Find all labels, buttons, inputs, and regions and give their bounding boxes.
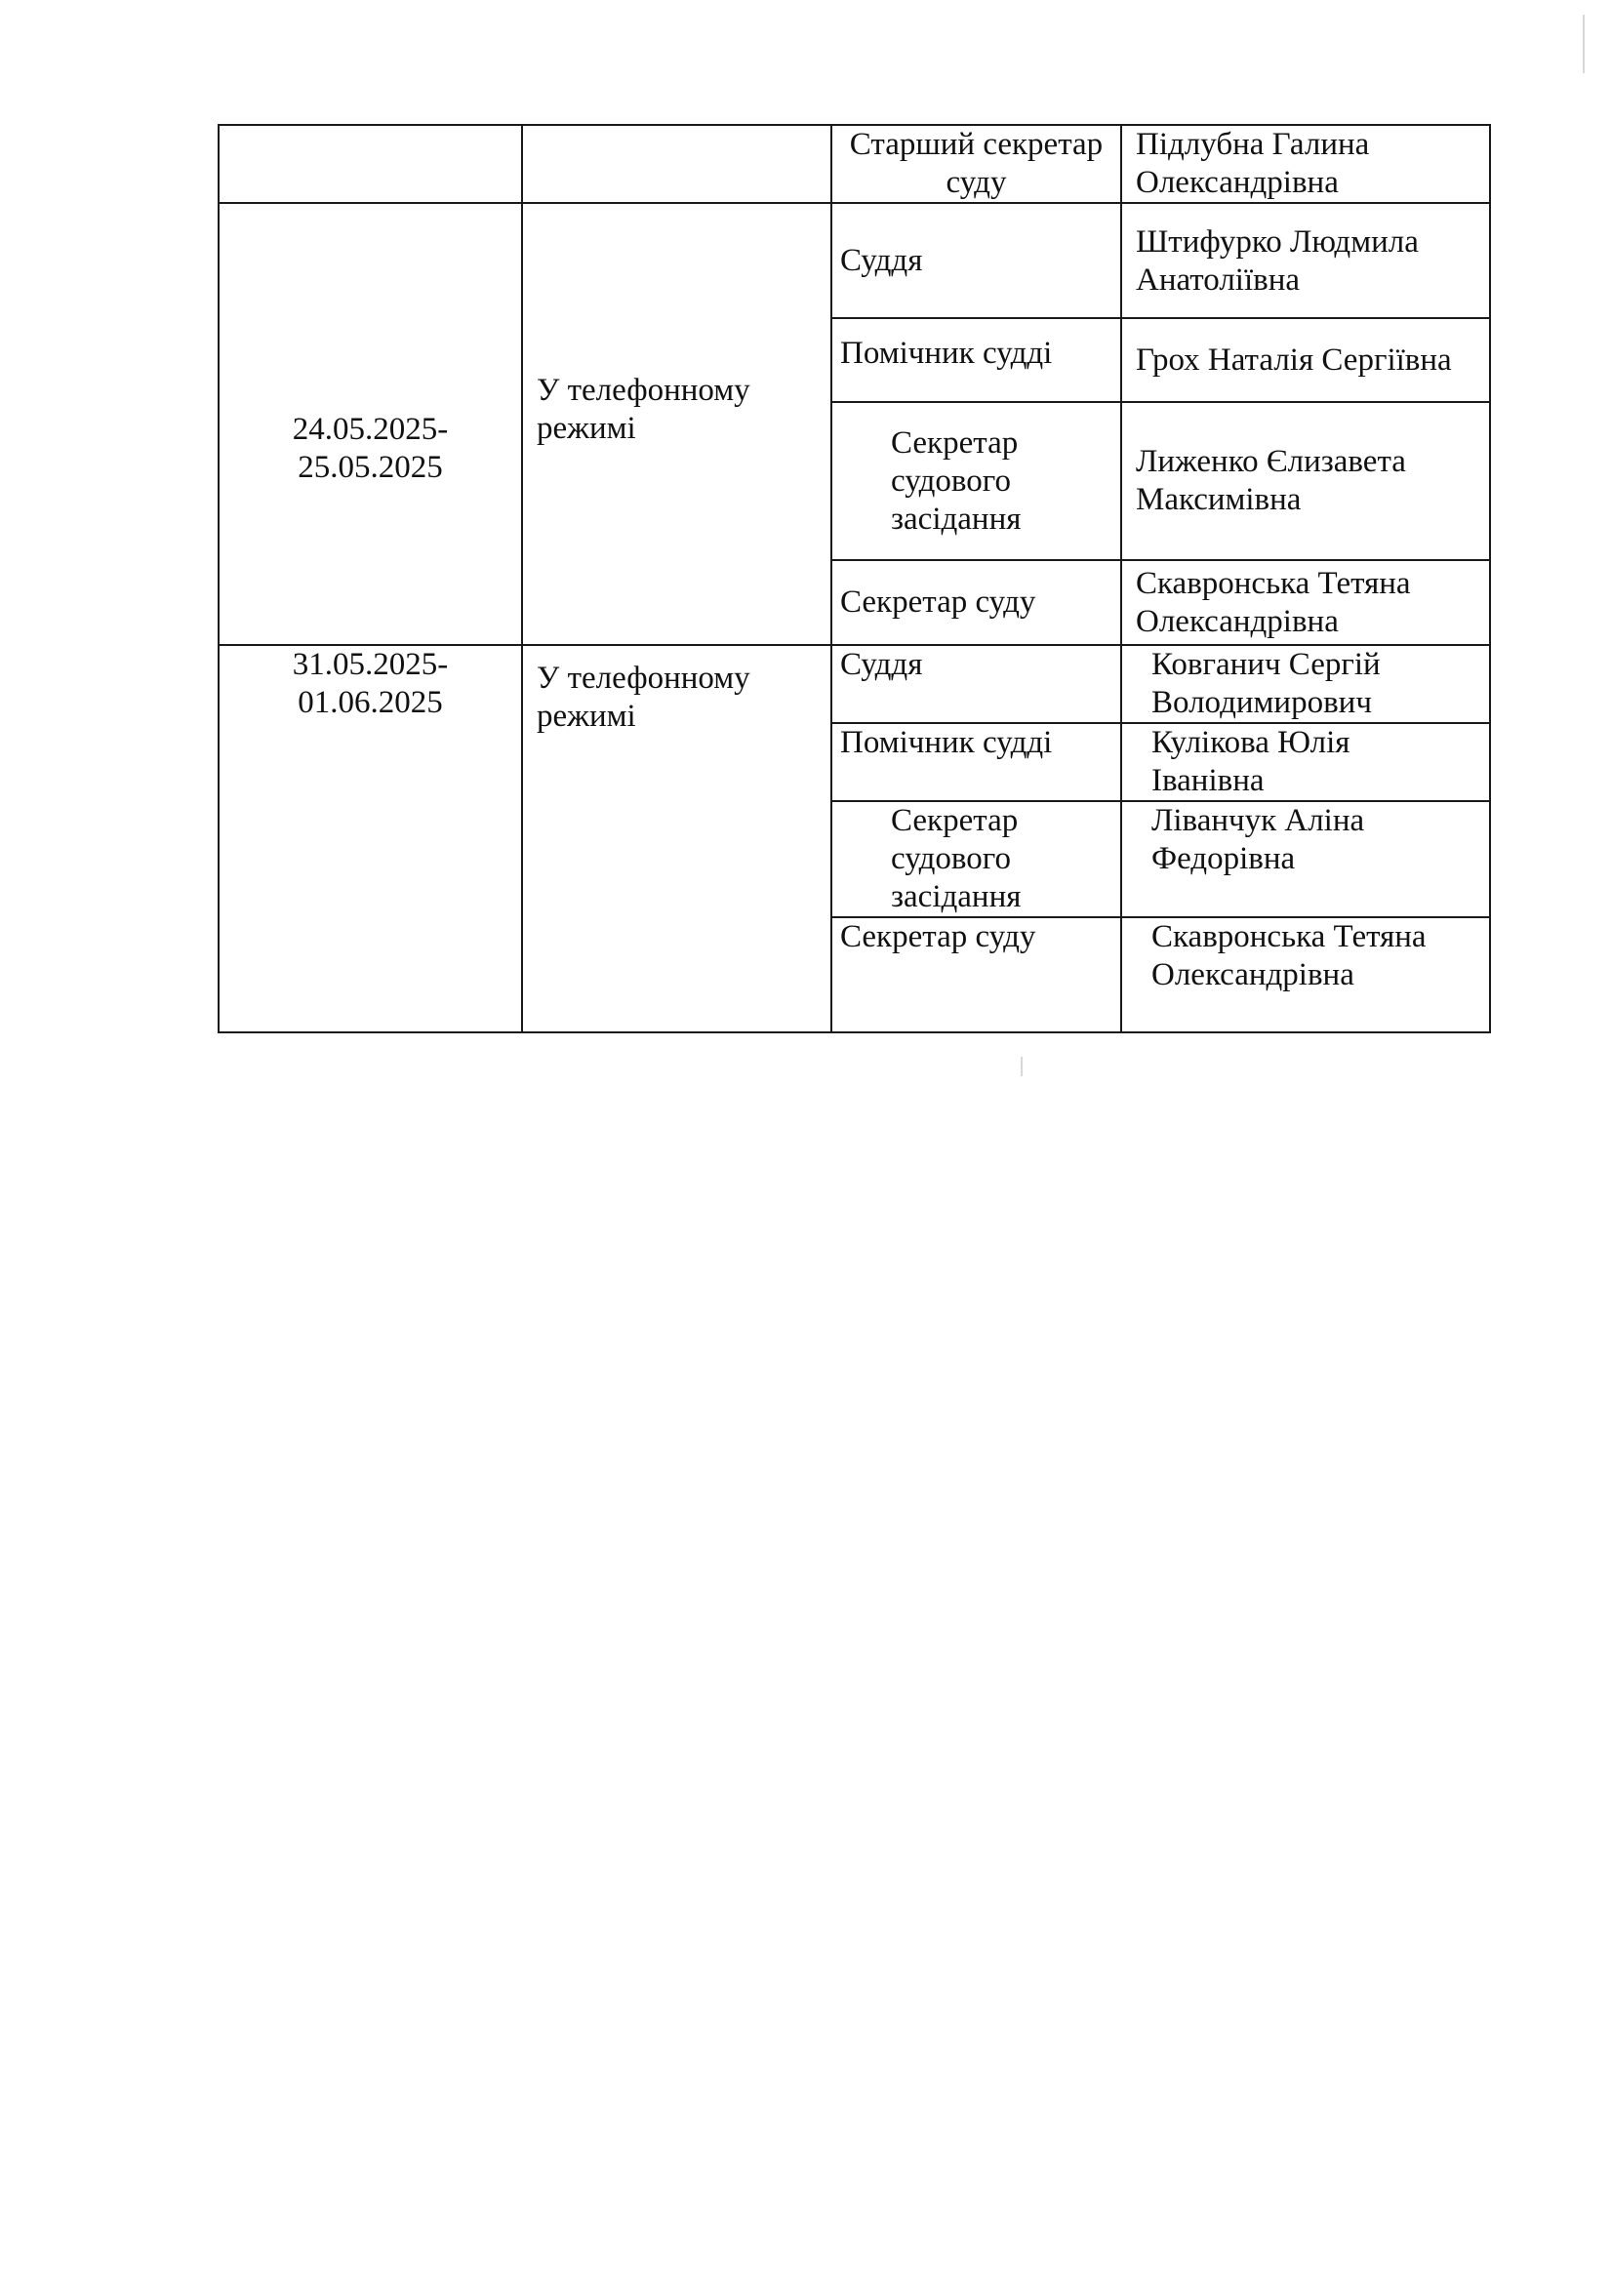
name-text: Ковганич Сергій Володимирович <box>1151 647 1381 720</box>
role-text: Суддя <box>840 242 923 278</box>
role-text: Секретар судового засідання <box>891 424 1022 537</box>
date-cell <box>219 203 522 645</box>
date-cell <box>219 125 522 203</box>
mode-cell <box>522 203 831 645</box>
name-text: Лиженко Єлизавета Максимівна <box>1136 444 1406 517</box>
name-cell <box>1121 645 1490 723</box>
name-cell <box>1121 402 1490 560</box>
role-cell <box>831 645 1121 723</box>
role-cell <box>831 318 1121 402</box>
name-cell <box>1121 125 1490 203</box>
name-cell <box>1121 203 1490 318</box>
role-text: Помічник судді <box>840 725 1053 760</box>
date-start: 31.05.2025- <box>292 647 449 682</box>
mode-text: У телефонному режимі <box>537 372 750 446</box>
duty-schedule-table <box>218 124 1491 1033</box>
role-text: Помічник судді <box>840 336 1053 371</box>
role-text: Секретар судового засідання <box>891 803 1022 914</box>
name-text: Грох Наталія Сергіївна <box>1136 342 1452 378</box>
mode-text: У телефонному режимі <box>537 661 750 734</box>
name-cell <box>1121 801 1490 917</box>
table-row <box>219 645 1490 723</box>
name-text: Скавронська Тетяна Олександрівна <box>1136 565 1411 639</box>
name-text: Ліванчук Аліна Федорівна <box>1151 803 1365 876</box>
name-cell <box>1121 560 1490 645</box>
name-text: Скавронська Тетяна Олександрівна <box>1151 919 1427 992</box>
table-row <box>219 125 1490 203</box>
table-row <box>219 203 1490 318</box>
role-cell <box>831 203 1121 318</box>
role-cell <box>831 560 1121 645</box>
role-cell <box>831 125 1121 203</box>
name-text: Підлубна Галина Олександрівна <box>1136 127 1370 200</box>
date-start: 24.05.2025- <box>292 411 449 447</box>
name-cell <box>1121 318 1490 402</box>
role-cell <box>831 402 1121 560</box>
role-text: Секретар суду <box>840 919 1036 954</box>
name-cell <box>1121 723 1490 801</box>
name-cell <box>1121 917 1490 1032</box>
role-cell <box>831 723 1121 801</box>
name-text: Штифурко Людмила Анатоліївна <box>1136 224 1419 298</box>
scan-artifact <box>1583 15 1585 73</box>
date-end: 25.05.2025 <box>298 449 443 485</box>
role-text: Старший секретар суду <box>849 127 1104 200</box>
date-cell <box>219 645 522 1032</box>
mode-cell <box>522 645 831 1032</box>
name-text: Кулікова Юлія Іванівна <box>1151 725 1350 798</box>
role-cell <box>831 917 1121 1032</box>
scan-artifact <box>1021 1057 1023 1076</box>
role-cell <box>831 801 1121 917</box>
role-text: Суддя <box>840 647 923 682</box>
mode-cell <box>522 125 831 203</box>
role-text: Секретар суду <box>840 584 1036 620</box>
date-end: 01.06.2025 <box>298 685 443 720</box>
